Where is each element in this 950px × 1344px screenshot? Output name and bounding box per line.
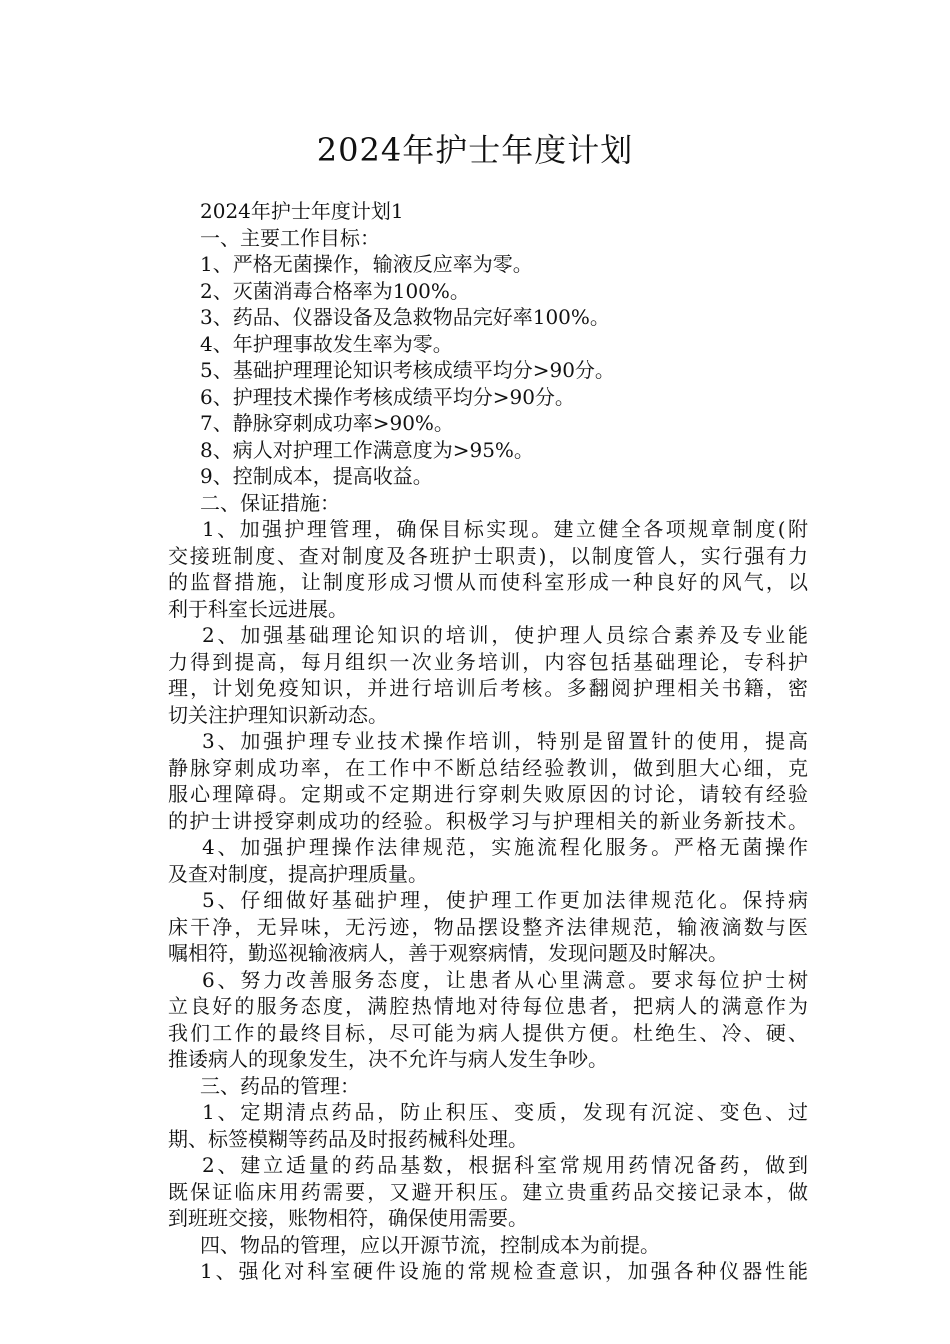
text-line: 利于科室长远进展。 [168, 596, 348, 621]
text-line: 3、药品、仪器设备及急救物品完好率100%。 [200, 305, 610, 329]
text-line: 9、控制成本，提高收益。 [200, 464, 433, 488]
document-body [168, 198, 808, 1285]
text-line: 三、药品的管理： [200, 1073, 360, 1098]
text-line: 二、保证措施： [200, 490, 340, 515]
text-line: 的监督措施，让制度形成习惯从而使科室形成一种良好的风气，以 [168, 570, 808, 594]
text-line: 嘱相符，勤巡视输液病人，善于观察病情，发现问题及时解决。 [168, 941, 728, 965]
text-line: 四、物品的管理，应以开源节流，控制成本为前提。 [200, 1232, 660, 1257]
text-line: 理，计划免疫知识，并进行培训后考核。多翻阅护理相关书籍，密 [168, 676, 808, 700]
text-line: 1、定期清点药品，防止积压、变质，发现有沉淀、变色、过 [202, 1100, 808, 1124]
text-line: 4、加强护理操作法律规范，实施流程化服务。严格无菌操作 [202, 835, 808, 859]
text-line: 5、仔细做好基础护理，使护理工作更加法律规范化。保持病 [202, 888, 808, 912]
text-line: 及查对制度，提高护理质量。 [168, 861, 428, 886]
text-line: 5、基础护理理论知识考核成绩平均分>90分。 [200, 358, 615, 382]
text-line: 我们工作的最终目标，尽可能为病人提供方便。杜绝生、冷、硬、 [168, 1020, 808, 1045]
text-line: 期、标签模糊等药品及时报药械科处理。 [168, 1126, 528, 1151]
text-line: 静脉穿刺成功率，在工作中不断总结经验教训，做到胆大心细，克 [168, 755, 808, 780]
text-line: 立良好的服务态度，满腔热情地对待每位患者，把病人的满意作为 [168, 994, 808, 1018]
text-line: 1、加强护理管理，确保目标实现。建立健全各项规章制度(附 [202, 517, 808, 541]
text-line: 2024年护士年度计划1 [200, 199, 404, 223]
text-line: 既保证临床用药需要，又避开积压。建立贵重药品交接记录本，做 [168, 1179, 808, 1204]
text-line: 6、努力改善服务态度，让患者从心里满意。要求每位护士树 [202, 967, 808, 992]
text-line: 到班班交接，账物相符，确保使用需要。 [168, 1206, 528, 1230]
text-line: 力得到提高，每月组织一次业务培训，内容包括基础理论，专科护 [168, 649, 808, 674]
text-line: 8、病人对护理工作满意度为>95%。 [200, 437, 534, 462]
text-line: 床干净，无异味，无污迹，物品摆设整齐法律规范，输液滴数与医 [168, 914, 808, 939]
text-line: 3、加强护理专业技术操作培训，特别是留置针的使用，提高 [202, 729, 808, 753]
text-line: 1、严格无菌操作，输液反应率为零。 [200, 252, 533, 276]
text-line: 交接班制度、查对制度及各班护士职责)，以制度管人，实行强有力 [168, 543, 808, 568]
text-line: 1、强化对科室硬件设施的常规检查意识，加强各种仪器性能 [200, 1259, 808, 1283]
text-line: 服心理障碍。定期或不定期进行穿刺失败原因的讨论，请较有经验 [168, 782, 808, 806]
text-line: 切关注护理知识新动态。 [168, 702, 388, 727]
text-line: 7、静脉穿刺成功率>90%。 [200, 411, 454, 435]
text-line: 推诿病人的现象发生，决不允许与病人发生争吵。 [168, 1047, 608, 1071]
text-line: 4、年护理事故发生率为零。 [200, 331, 453, 356]
text-line: 2、灭菌消毒合格率为100%。 [200, 278, 470, 303]
text-line: 一、主要工作目标： [200, 225, 380, 250]
document-title: 2024年护士年度计划 [316, 131, 634, 169]
text-line: 2、加强基础理论知识的培训，使护理人员综合素养及专业能 [202, 623, 808, 647]
text-line: 6、护理技术操作考核成绩平均分>90分。 [200, 384, 575, 409]
text-line: 2、建立适量的药品基数，根据科室常规用药情况备药，做到 [202, 1153, 808, 1177]
text-line: 的护士讲授穿刺成功的经验。积极学习与护理相关的新业务新技术。 [168, 808, 808, 833]
